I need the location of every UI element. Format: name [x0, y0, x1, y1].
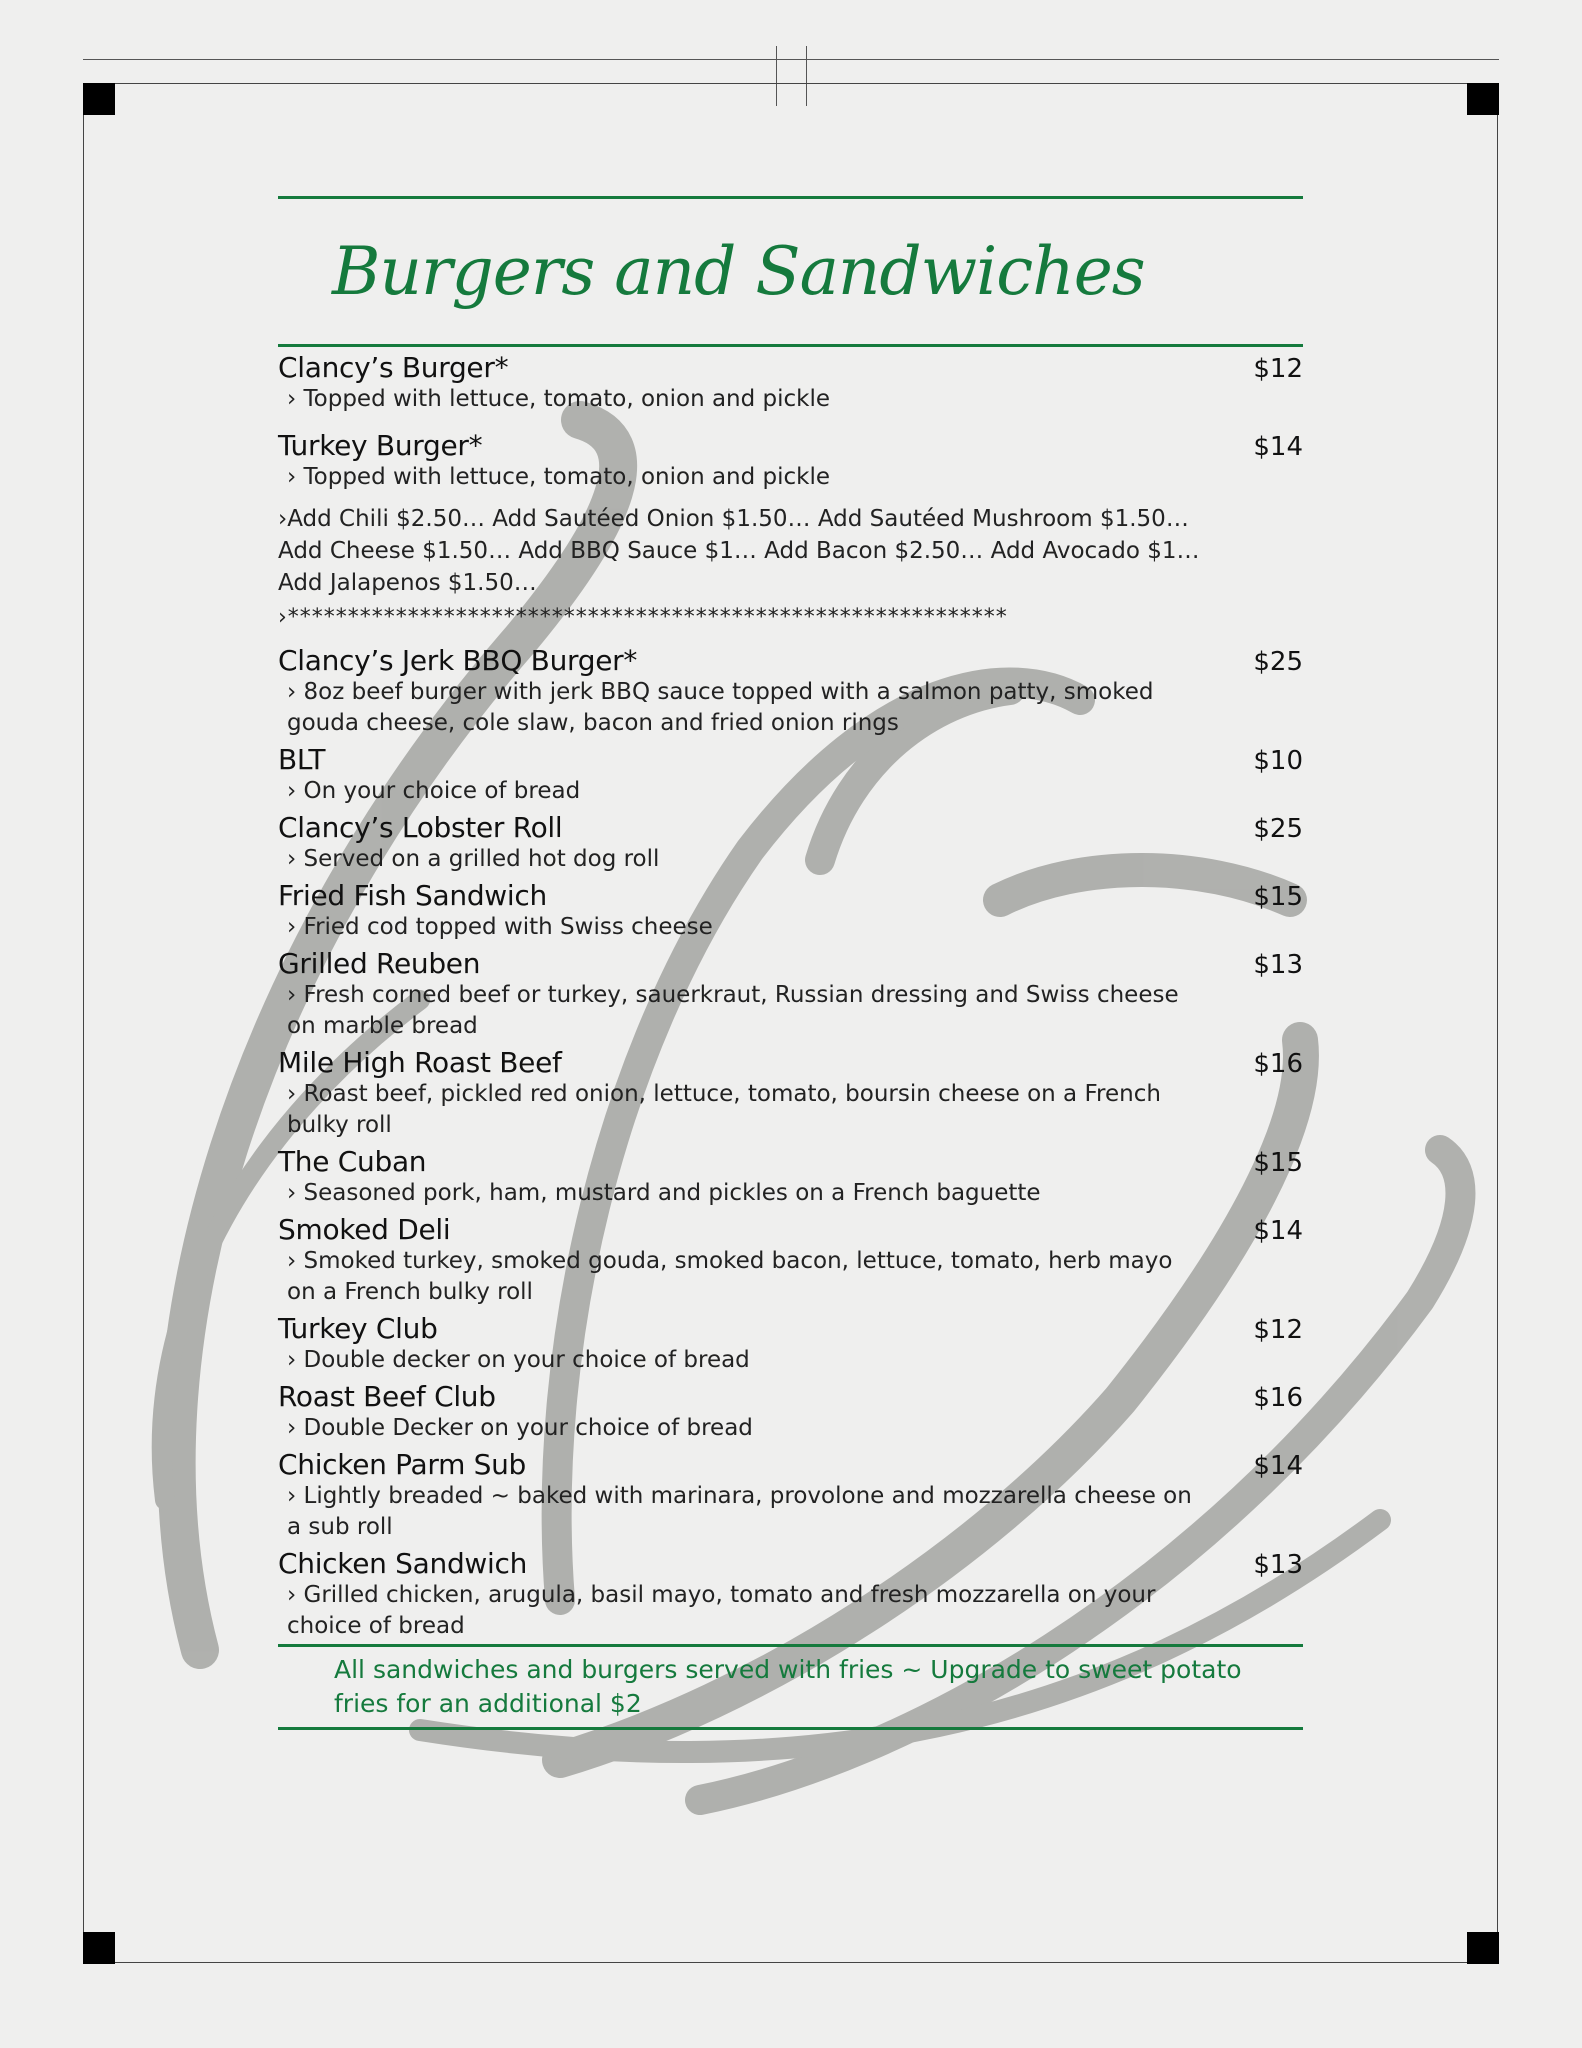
section-title: Burgers and Sandwiches — [332, 233, 1145, 310]
item-name: Fried Fish Sandwich — [278, 879, 547, 912]
menu-item — [278, 429, 1303, 493]
item-name: BLT — [278, 743, 326, 776]
item-price: $14 — [1253, 1216, 1303, 1246]
item-price: $14 — [1253, 1451, 1303, 1481]
item-price: $16 — [1253, 1383, 1303, 1413]
item-description: › Fresh corned beef or turkey, sauerkraut, Russian dressing and Swiss cheese on marble bread — [287, 982, 1179, 1039]
item-name: Turkey Club — [278, 1312, 438, 1345]
item-description: › On your choice of bread — [287, 778, 581, 804]
item-price: $15 — [1253, 1148, 1303, 1178]
divider — [278, 1727, 1303, 1730]
menu-item — [278, 743, 1303, 807]
crop-corner — [83, 83, 115, 115]
item-price: $13 — [1253, 950, 1303, 980]
trim-line — [83, 59, 1499, 60]
item-name: Chicken Parm Sub — [278, 1448, 527, 1481]
item-name: Mile High Roast Beef — [278, 1046, 562, 1079]
item-price: $13 — [1253, 1550, 1303, 1580]
menu-item — [278, 644, 1303, 739]
menu-item — [278, 947, 1303, 1042]
menu-item — [278, 1380, 1303, 1444]
menu-section — [278, 196, 1303, 1730]
item-description: › Topped with lettuce, tomato, onion and pickle — [287, 464, 831, 490]
item-price: $15 — [1253, 882, 1303, 912]
item-name: Chicken Sandwich — [278, 1547, 528, 1580]
item-description: › Seasoned pork, ham, mustard and pickles on a French baguette — [287, 1180, 1041, 1206]
menu-item — [278, 1145, 1303, 1209]
item-description: › Double decker on your choice of bread — [287, 1347, 750, 1373]
item-description: › 8oz beef burger with jerk BBQ sauce topped with a salmon patty, smoked gouda cheese, cole slaw, bacon and fried onion rings — [287, 679, 1154, 736]
item-description: › Roast beef, pickled red onion, lettuce, tomato, boursin cheese on a French bulky roll — [287, 1081, 1161, 1138]
menu-item — [278, 1448, 1303, 1543]
menu-item — [278, 351, 1303, 415]
menu-item — [278, 1312, 1303, 1376]
item-price: $12 — [1253, 1315, 1303, 1345]
item-name: Smoked Deli — [278, 1213, 451, 1246]
crop-corner — [1467, 1932, 1499, 1964]
fries-note: All sandwiches and burgers served with fries ~ Upgrade to sweet potato fries for an additional $2 — [334, 1655, 1242, 1718]
separator: ›************************************************************ — [278, 605, 1008, 630]
item-description: › Served on a grilled hot dog roll — [287, 846, 660, 872]
menu-item — [278, 879, 1303, 943]
menu-item — [278, 1046, 1303, 1141]
item-description: › Fried cod topped with Swiss cheese — [287, 914, 713, 940]
item-description: › Topped with lettuce, tomato, onion and pickle — [287, 386, 831, 412]
item-name: Clancy’s Jerk BBQ Burger* — [278, 644, 638, 677]
item-price: $25 — [1253, 814, 1303, 844]
item-description: › Double Decker on your choice of bread — [287, 1415, 753, 1441]
item-name: Clancy’s Lobster Roll — [278, 811, 563, 844]
divider — [278, 344, 1303, 347]
item-price: $14 — [1253, 432, 1303, 462]
menu-item — [278, 811, 1303, 875]
crop-corner — [83, 1932, 115, 1964]
item-name: Grilled Reuben — [278, 947, 481, 980]
item-description: › Grilled chicken, arugula, basil mayo, tomato and fresh mozzarella on your choice of bread — [287, 1582, 1156, 1639]
item-price: $12 — [1253, 354, 1303, 384]
item-description: › Lightly breaded ~ baked with marinara, provolone and mozzarella cheese on a sub roll — [287, 1483, 1192, 1540]
item-name: Clancy’s Burger* — [278, 351, 509, 384]
item-name: The Cuban — [278, 1145, 427, 1178]
item-description: › Smoked turkey, smoked gouda, smoked bacon, lettuce, tomato, herb mayo on a French bulky roll — [287, 1248, 1173, 1305]
item-name: Turkey Burger* — [278, 429, 483, 462]
item-name: Roast Beef Club — [278, 1380, 496, 1413]
item-price: $25 — [1253, 647, 1303, 677]
crop-corner — [1467, 83, 1499, 115]
item-price: $10 — [1253, 746, 1303, 776]
burger-addons: ›Add Chili $2.50… Add Sautéed Onion $1.50… Add Sautéed Mushroom $1.50… Add Cheese $1.50… Add BBQ Sauce $1… Add Bacon $2.50… Add Avocado $1… Add Jalapenos $1.50… — [278, 506, 1200, 596]
item-price: $16 — [1253, 1049, 1303, 1079]
menu-item — [278, 1213, 1303, 1308]
menu-item — [278, 1547, 1303, 1642]
